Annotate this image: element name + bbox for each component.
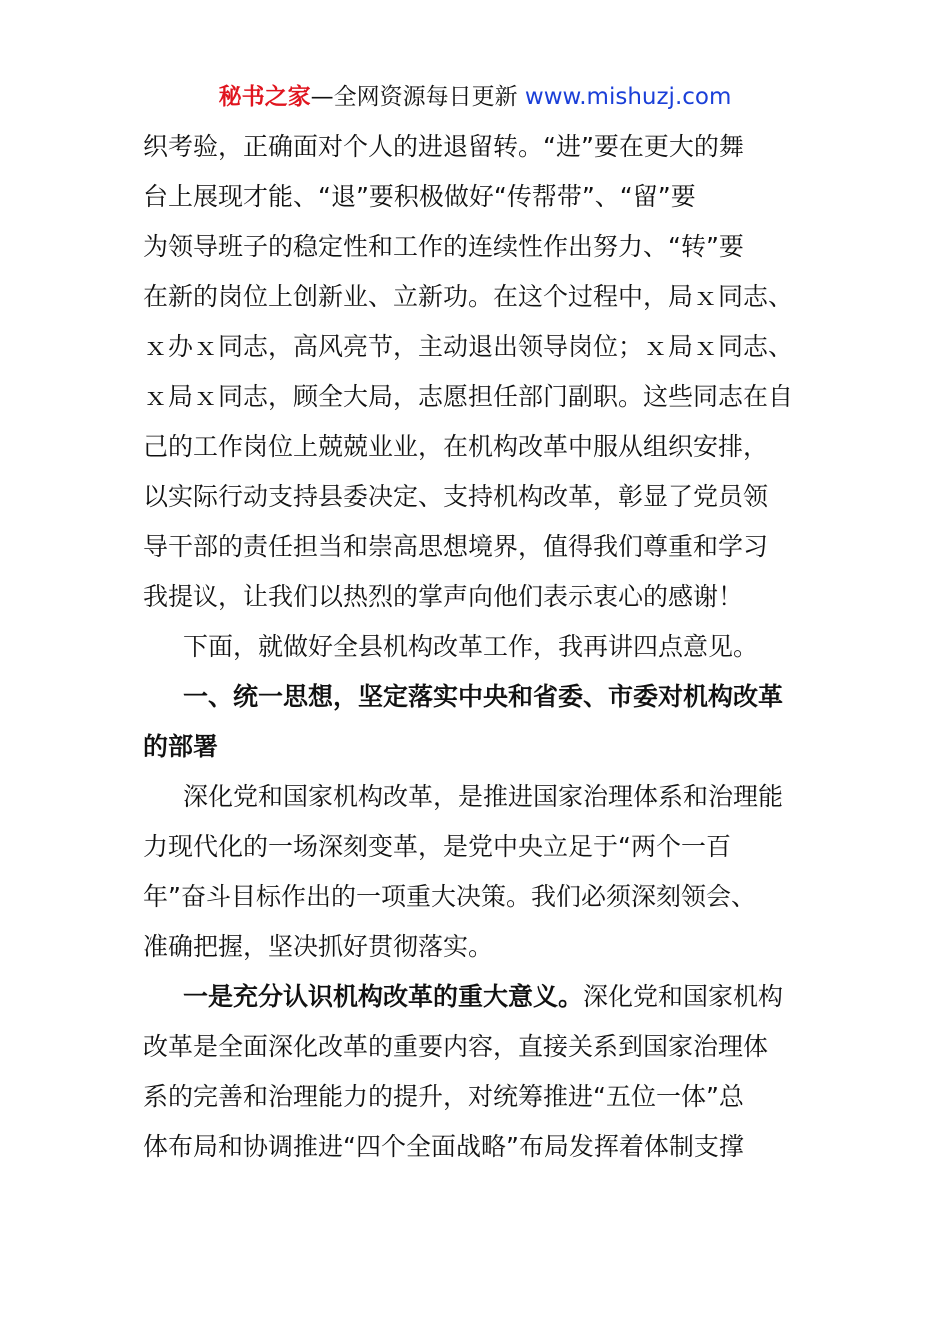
text-line: 己的工作岗位上兢兢业业，在机构改革中服从组织安排， <box>143 432 769 461</box>
text-line: 台上展现才能、“退”要积极做好“传帮带”、“留”要 <box>143 182 696 211</box>
text-line: 我提议，让我们以热烈的掌声向他们表示衷心的感谢！ <box>143 582 744 611</box>
document-body <box>143 122 813 1172</box>
text-line: 年”奋斗目标作出的一项重大决策。我们必须深刻领会、 <box>143 882 756 911</box>
text-line: 系的完善和治理能力的提升，对统筹推进“五位一体”总 <box>143 1082 744 1111</box>
text-line: 体布局和协调推进“四个全面战略”布局发挥着体制支撑 <box>143 1132 744 1161</box>
text-line: 为领导班子的稳定性和工作的连续性作出努力、“转”要 <box>143 232 744 261</box>
line-rest: 深化党和国家机构 <box>583 982 784 1011</box>
text-line: 织考验，正确面对个人的进退留转。“进”要在更大的舞 <box>143 132 744 161</box>
text-line: 的部署 <box>143 732 219 761</box>
text-line: 下面，就做好全县机构改革工作，我再讲四点意见。 <box>183 632 759 661</box>
text-line: ｘ局ｘ同志，顾全大局，志愿担任部门副职。这些同志在自 <box>143 382 794 411</box>
brand-name: 秘书之家 <box>218 84 311 110</box>
text-line: ｘ办ｘ同志，高风亮节，主动退出领导岗位；ｘ局ｘ同志、 <box>143 332 794 361</box>
text-line: 深化党和国家机构改革，是推进国家治理体系和治理能 <box>183 782 784 811</box>
text-line: 改革是全面深化改革的重要内容，直接关系到国家治理体 <box>143 1032 769 1061</box>
text-line: 以实际行动支持县委决定、支持机构改革，彰显了党员领 <box>143 482 769 511</box>
text-line: 在新的岗位上创新业、立新功。在这个过程中，局ｘ同志、 <box>143 282 794 311</box>
page-header <box>0 82 950 112</box>
text-line: 一、统一思想，坚定落实中央和省委、市委对机构改革 <box>183 682 784 711</box>
bold-lead-phrase: 一是充分认识机构改革的重大意义。 <box>183 982 584 1011</box>
text-line: 导干部的责任担当和崇高思想境界，值得我们尊重和学习 <box>143 532 769 561</box>
header-tagline: —全网资源每日更新 <box>310 84 518 110</box>
text-line: 准确把握，坚决抓好贯彻落实。 <box>143 932 494 961</box>
text-line <box>143 972 813 1022</box>
text-line: 力现代化的一场深刻变革，是党中央立足于“两个一百 <box>143 832 731 861</box>
website-link[interactable]: www.mishuzj.com <box>524 84 732 110</box>
